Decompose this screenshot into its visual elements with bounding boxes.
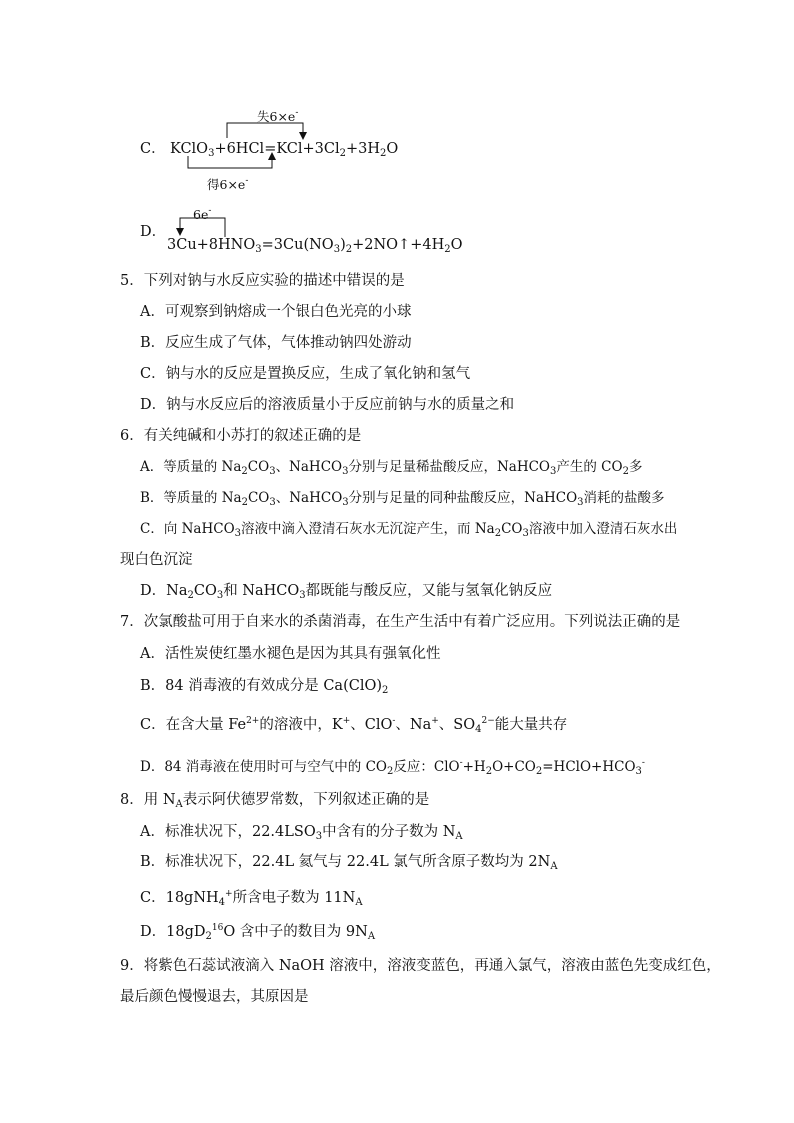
c-lose-label: 失6×e- [257, 108, 299, 124]
q8-option-c: C．18gNH$_4$+所含电子数为 $11N_A$ [140, 889, 363, 908]
q6-option-d: D．$Na_2CO_3$和 NaHCO$_3$都既能与酸反应，又能与氢氧化钠反应 [140, 583, 553, 601]
q5-option-d: D．钠与水反应后的溶液质量小于反应前钠与水的质量之和 [140, 397, 515, 413]
q6-option-c: C．向 NaHCO$_3$溶液中滴入澄清石灰水无沉淀产生，而 $Na_2CO_3$溶液中加入澄清石灰水出 [140, 521, 678, 539]
q9-stem-line1: 9．将紫色石蕊试液滴入 NaOH 溶液中，溶液变蓝色，再通入氯气，溶液由蓝色先变成红色， [120, 958, 721, 974]
d-transfer-label: 6e- [193, 206, 212, 222]
q9-stem-line2: 最后颜色慢慢退去，其原因是 [120, 989, 309, 1005]
q6-option-b: B．等质量的 $Na_2CO_3$、NaHCO$_3$分别与足量的同种盐酸反应，NaHCO$_3$消耗的盐酸多 [140, 490, 665, 508]
option-d-label: D． [140, 224, 167, 240]
q7-option-b: B．84 消毒液的有效成分是 $Ca(ClO)_2$ [140, 678, 389, 696]
electron-transfer-arrows [0, 0, 794, 260]
q5-stem: 5．下列对钠与水反应实验的描述中错误的是 [120, 273, 405, 289]
option-c-label: C． [140, 141, 166, 157]
q6-option-c-cont: 现白色沉淀 [120, 552, 193, 568]
q7-option-c: C．在含大量 $Fe^{2+}$的溶液中，K+、ClO-、Na+、$SO_4^{2-}$能大量共存 [140, 716, 568, 735]
c-gain-label: 得6×e- [207, 176, 249, 192]
c-lose-arrow [227, 123, 303, 138]
q8-option-b: B．标准状况下，22.4L 氦气与 22.4L 氯气所含原子数均为 $2N_A$ [140, 854, 558, 872]
q5-option-b: B．反应生成了气体，气体推动钠四处游动 [140, 335, 412, 351]
q5-option-a: A．可观察到钠熔成一个银白色光亮的小球 [140, 304, 412, 320]
option-c-equation: $KClO_3+6HCl=KCl+3Cl_2+3H_2O$ [170, 141, 399, 159]
q8-stem: 8．用 $N_A$表示阿伏德罗常数，下列叙述正确的是 [120, 792, 430, 810]
option-d-equation: $3Cu+8HNO_3=3Cu(NO_3)_2+2NO↑+4H_2O$ [167, 237, 463, 255]
q8-option-d: D．$18gD_2^{16}O$ 含中子的数目为 $9N_A$ [140, 923, 376, 942]
q5-option-c: C．钠与水的反应是置换反应，生成了氧化钠和氢气 [140, 366, 471, 382]
q8-option-a: A．标准状况下，$22.4LSO_3$中含有的分子数为 $N_A$ [140, 824, 463, 842]
q7-option-d: D．84 消毒液在使用时可与空气中的 $CO_2$反应：$ClO^-+H_2O+CO_2=HClO+HCO_3^-$ [140, 758, 645, 777]
q6-option-a: A．等质量的 $Na_2CO_3$、NaHCO$_3$分别与足量稀盐酸反应，NaHCO$_3$产生的 $CO_2$多 [140, 459, 643, 477]
q7-stem: 7．次氯酸盐可用于自来水的杀菌消毒，在生产生活中有着广泛应用。下列说法正确的是 [120, 614, 681, 630]
q6-stem: 6．有关纯碱和小苏打的叙述正确的是 [120, 428, 362, 444]
q7-option-a: A．活性炭使红墨水褪色是因为其具有强氧化性 [140, 646, 441, 662]
